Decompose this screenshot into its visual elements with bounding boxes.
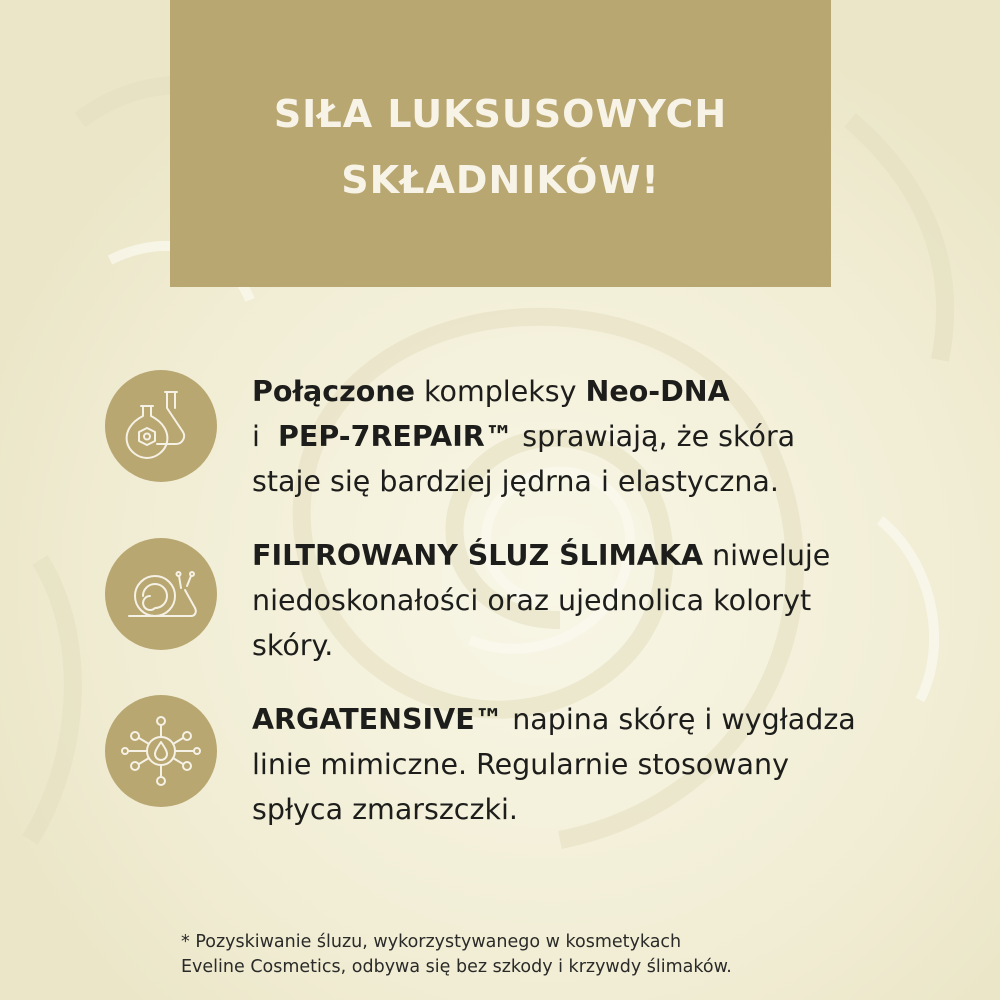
feature-1-line-2 xyxy=(252,414,972,459)
feature-2-line-3: skóry. xyxy=(252,629,334,662)
feature-3-bold-1: ARGATENSIVE™ xyxy=(252,703,504,736)
feature-1-text-3: sprawiają, że skóra xyxy=(513,420,796,453)
title-line-2: SKŁADNIKÓW! xyxy=(341,157,660,202)
header-banner xyxy=(170,0,831,287)
feature-1-bold-2: Neo-DNA xyxy=(585,375,730,408)
feature-2-bold-1: FILTROWANY ŚLUZ ŚLIMAKA xyxy=(252,539,704,572)
footnote-line-1: * Pozyskiwanie śluzu, wykorzystywanego w kosmetykach xyxy=(181,932,682,952)
footnote xyxy=(181,930,961,980)
feature-text-3 xyxy=(252,697,972,832)
feature-1-line-3: staje się bardziej jędrna i elastyczna. xyxy=(252,465,779,498)
molecule-drop-icon xyxy=(105,695,217,807)
snail-icon xyxy=(105,538,217,650)
feature-2-line-1 xyxy=(252,533,972,578)
feature-2-line-2: niedoskonałości oraz ujednolica koloryt xyxy=(252,584,812,617)
feature-3-line-3: spłyca zmarszczki. xyxy=(252,793,518,826)
title-line-1: SIŁA LUKSUSOWYCH xyxy=(273,91,728,136)
feature-1-bold-1: Połączone xyxy=(252,375,415,408)
feature-1-text-1: kompleksy xyxy=(414,375,586,408)
feature-text-1 xyxy=(252,369,972,504)
feature-2-text-1: niweluje xyxy=(703,539,831,572)
feature-3-line-2: linie mimiczne. Regularnie stosowany xyxy=(252,748,789,781)
feature-1-line-1 xyxy=(252,369,972,414)
feature-1-bold-3: PEP-7REPAIR™ xyxy=(278,420,514,453)
footnote-line-2: Eveline Cosmetics, odbywa się bez szkody i krzywdy ślimaków. xyxy=(181,957,732,977)
feature-3-text-1: napina skórę i wygładza xyxy=(503,703,856,736)
feature-3-line-1 xyxy=(252,697,972,742)
page-title xyxy=(274,81,727,213)
feature-text-2 xyxy=(252,533,972,668)
chemistry-flasks-icon xyxy=(105,370,217,482)
feature-1-text-2: i xyxy=(252,420,279,453)
